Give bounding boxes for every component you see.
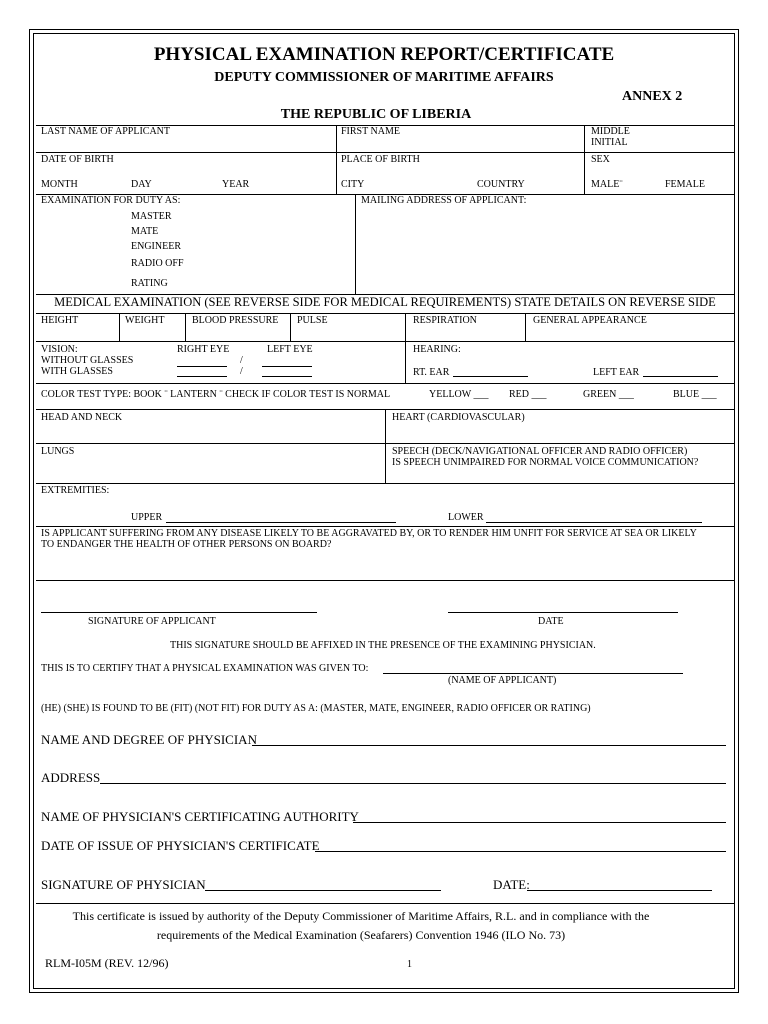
male-checkbox[interactable]: MALE¨ [591,179,623,190]
speech-label-1: SPEECH (DECK/NAVIGATIONAL OFFICER AND RADIO OFFICER) [392,446,688,457]
form-subtitle: DEPUTY COMMISSIONER OF MARITIME AFFAIRS [214,70,554,85]
city-field[interactable]: CITY [341,179,365,190]
height-field[interactable]: HEIGHT [41,315,79,326]
physician-signature-field[interactable] [205,890,441,891]
without-glasses-label: WITHOUT GLASSES [41,355,134,366]
mailing-address-field[interactable]: MAILING ADDRESS OF APPLICANT: [361,195,527,206]
duty-option-engineer[interactable]: ENGINEER [131,241,181,252]
last-name-field[interactable]: LAST NAME OF APPLICANT [41,126,170,137]
rule [36,580,734,581]
physician-address-label: ADDRESS [41,770,101,785]
day-field[interactable]: DAY [131,179,152,190]
signature-note: THIS SIGNATURE SHOULD BE AFFIXED IN THE PRESENCE OF THE EXAMINING PHYSICIAN. [170,640,596,651]
color-green-field[interactable]: GREEN ___ [583,389,634,400]
extremities-label: EXTREMITIES: [41,485,110,496]
initial-field[interactable]: INITIAL [591,137,628,148]
rule [336,125,337,195]
rule [185,313,186,341]
weight-field[interactable]: WEIGHT [125,315,165,326]
color-test-label[interactable]: COLOR TEST TYPE: BOOK ¨ LANTERN ¨ CHECK IF COLOR TEST IS NORMAL [41,389,391,400]
rule [36,903,734,904]
left-eye-without-field[interactable] [262,366,312,367]
issue-date-label: DATE OF ISSUE OF PHYSICIAN'S CERTIFICATE [41,838,320,853]
physician-address-field[interactable] [100,783,726,784]
left-eye-label: LEFT EYE [267,344,313,355]
rule [36,313,734,314]
physician-name-label: NAME AND DEGREE OF PHYSICIAN [41,732,257,747]
duty-label: EXAMINATION FOR DUTY AS: [41,195,181,206]
speech-label-2[interactable]: IS SPEECH UNIMPAIRED FOR NORMAL VOICE COMMUNICATION? [392,457,699,468]
fit-statement[interactable]: (HE) (SHE) IS FOUND TO BE (FIT) (NOT FIT) FOR DUTY AS A: (MASTER, MATE, ENGINEER, RADIO OFFICER OR RATING) [41,703,591,714]
disease-question-1: IS APPLICANT SUFFERING FROM ANY DISEASE LIKELY TO BE AGGRAVATED BY, OR TO RENDER HIM UNFIT FOR SERVICE AT SEA OR LIKELY [41,528,697,539]
rule [36,341,734,342]
rule [355,194,356,294]
heart-field[interactable]: HEART (CARDIOVASCULAR) [392,412,525,423]
slash: / [240,355,243,366]
upper-field[interactable] [166,522,396,523]
rule [525,313,526,341]
medical-heading: MEDICAL EXAMINATION (SEE REVERSE SIDE FOR MEDICAL REQUIREMENTS) STATE DETAILS ON REVERSE SIDE [54,295,716,309]
duty-option-master[interactable]: MASTER [131,211,172,222]
year-field[interactable]: YEAR [222,179,250,190]
rt-ear-label: RT. EAR [413,367,450,378]
rule [36,383,734,384]
rule [385,409,386,483]
slash: / [240,366,243,377]
applicant-date-label: DATE [538,616,564,627]
head-neck-field[interactable]: HEAD AND NECK [41,412,123,423]
rule [290,313,291,341]
physician-date-field[interactable] [527,890,712,891]
vision-label: VISION: [41,344,78,355]
disease-question-2[interactable]: TO ENDANGER THE HEALTH OF OTHER PERSONS ON BOARD? [41,539,332,550]
country-field[interactable]: COUNTRY [477,179,525,190]
name-of-applicant-label: (NAME OF APPLICANT) [448,675,557,686]
physician-date-label: DATE: [493,877,530,892]
lungs-field[interactable]: LUNGS [41,446,75,457]
authority-field[interactable] [353,822,726,823]
rule [36,152,734,153]
applicant-signature-field[interactable] [41,612,317,613]
duty-option-mate[interactable]: MATE [131,226,159,237]
physician-signature-label: SIGNATURE OF PHYSICIAN [41,877,206,892]
upper-label: UPPER [131,512,163,523]
republic-label: THE REPUBLIC OF LIBERIA [280,107,472,122]
form-title: PHYSICAL EXAMINATION REPORT/CERTIFICATE [153,44,615,65]
footer-line-1: This certificate is issued by authority of the Deputy Commissioner of Maritime Affairs, R.L. and in compliance with the [72,909,650,923]
rule [36,526,734,527]
rule [119,313,120,341]
rule [584,125,585,195]
left-eye-with-field[interactable] [262,376,312,377]
rt-ear-field[interactable] [453,376,528,377]
month-field[interactable]: MONTH [41,179,78,190]
dob-label: DATE OF BIRTH [41,154,114,165]
right-eye-label: RIGHT EYE [177,344,230,355]
pulse-field[interactable]: PULSE [297,315,328,326]
middle-label: MIDDLE [591,126,630,137]
color-red-field[interactable]: RED ___ [509,389,547,400]
issue-date-field[interactable] [315,851,726,852]
duty-option-radio[interactable]: RADIO OFF [131,258,184,269]
color-blue-field[interactable]: BLUE ___ [673,389,717,400]
left-ear-label: LEFT EAR [593,367,640,378]
right-eye-with-field[interactable] [177,376,227,377]
certify-label: THIS IS TO CERTIFY THAT A PHYSICAL EXAMINATION WAS GIVEN TO: [41,663,369,674]
rule [36,443,734,444]
annex-label: ANNEX 2 [622,89,683,104]
applicant-signature-label: SIGNATURE OF APPLICANT [88,616,216,627]
certified-applicant-name-field[interactable] [383,673,683,674]
left-ear-field[interactable] [643,376,718,377]
sex-label: SEX [591,154,610,165]
rule [405,313,406,383]
with-glasses-label: WITH GLASSES [41,366,113,377]
right-eye-without-field[interactable] [177,366,227,367]
physician-name-field[interactable] [252,745,726,746]
first-name-field[interactable]: FIRST NAME [341,126,400,137]
pob-label: PLACE OF BIRTH [341,154,420,165]
footer-line-2: requirements of the Medical Examination (Seafarers) Convention 1946 (ILO No. 73) [156,928,566,942]
rule [36,483,734,484]
duty-option-rating[interactable]: RATING [131,278,168,289]
page-number: 1 [407,959,412,970]
applicant-date-field[interactable] [448,612,678,613]
lower-label: LOWER [448,512,484,523]
color-yellow-field[interactable]: YELLOW ___ [429,389,489,400]
female-checkbox[interactable]: FEMALE [665,179,705,190]
hearing-label: HEARING: [413,344,461,355]
general-appearance-field[interactable]: GENERAL APPEARANCE [533,315,647,326]
respiration-field[interactable]: RESPIRATION [413,315,477,326]
blood-pressure-field[interactable]: BLOOD PRESSURE [192,315,279,326]
authority-label: NAME OF PHYSICIAN'S CERTIFICATING AUTHORITY [41,809,359,824]
lower-field[interactable] [486,522,702,523]
form-number: RLM-I05M (REV. 12/96) [45,956,169,970]
